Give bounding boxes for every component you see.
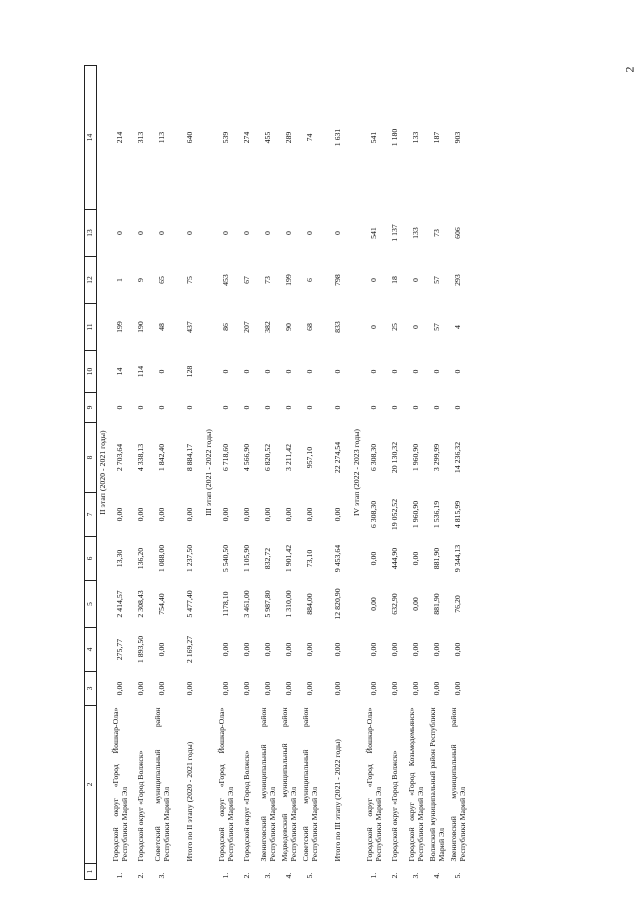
stage-heading-row: [351, 66, 364, 880]
value-col-5: 5 987,80: [263, 590, 273, 618]
municipality-name: Советский муниципальный район Республики Марий Эл: [152, 707, 171, 862]
value-col-12: 798: [332, 274, 342, 286]
value-col-11: 199: [115, 321, 125, 333]
value-col-13: 0: [332, 231, 342, 235]
row-index: 3.: [263, 872, 273, 879]
value-col-12: 0: [411, 278, 421, 282]
value-col-12: 57: [432, 276, 442, 284]
value-col-4: 0,00: [453, 642, 463, 657]
value-col-13: 0: [136, 231, 146, 235]
data-table: [84, 65, 469, 880]
column-header-11: 11: [85, 304, 97, 351]
value-col-3: 0,00: [115, 681, 125, 696]
value-col-9: 0: [453, 405, 463, 410]
value-col-4: 0,00: [369, 642, 379, 657]
value-col-5: 1178,10: [221, 591, 231, 617]
table-row: [216, 66, 237, 880]
value-col-9: 0: [242, 405, 252, 410]
table-row: [279, 66, 300, 880]
value-col-14: 113: [157, 131, 167, 144]
total-row: [177, 66, 203, 880]
value-col-13: 0: [263, 231, 273, 235]
municipality-name: Городской округ «Город Йошкар-Ола» Республики Марий Эл: [216, 707, 235, 862]
value-col-9: 0: [332, 405, 342, 410]
value-col-11: 48: [157, 323, 167, 331]
value-col-13: 73: [432, 229, 442, 237]
value-col-12: 18: [390, 276, 400, 284]
value-col-7: 0,00: [184, 507, 194, 522]
value-col-7: 0,00: [157, 507, 167, 522]
row-index: 5.: [453, 872, 463, 879]
column-header-13: 13: [85, 210, 97, 257]
row-index: 2.: [136, 872, 146, 879]
value-col-5: 5 477,40: [184, 590, 194, 618]
row-index: 1.: [369, 872, 379, 879]
value-col-14: 1 631: [332, 128, 342, 147]
value-col-4: 0,00: [332, 642, 342, 657]
column-header-8: 8: [85, 423, 97, 493]
value-col-12: 0: [369, 278, 379, 282]
value-col-8: 4 338,13: [136, 443, 146, 472]
municipality-name: Медведевский муниципальный район Республики Марий Эл: [279, 707, 298, 862]
value-col-9: 0: [184, 405, 194, 410]
value-col-9: 0: [284, 405, 294, 410]
value-col-4: 0,00: [432, 642, 442, 657]
value-col-13: 0: [157, 231, 167, 235]
value-col-11: 0: [411, 325, 421, 329]
value-col-8: 957,10: [305, 446, 315, 469]
column-header-9: 9: [85, 393, 97, 423]
value-col-11: 25: [390, 323, 400, 331]
value-col-8: 1 960,90: [411, 443, 421, 472]
municipality-name: Советский муниципальный район Республики Марий Эл: [300, 707, 319, 862]
value-col-9: 0: [115, 405, 125, 410]
value-col-7: 0,00: [115, 507, 125, 522]
value-col-10: 14: [115, 367, 125, 376]
value-col-5: 884,00: [305, 593, 315, 615]
value-col-12: 75: [184, 276, 194, 284]
value-col-6: 832,72: [263, 547, 273, 570]
value-col-10: 0: [369, 369, 379, 374]
value-col-9: 0: [432, 405, 442, 410]
value-col-6: 0,00: [411, 551, 421, 566]
value-col-12: 199: [284, 274, 294, 286]
value-col-5: 3 461,00: [242, 590, 252, 618]
value-col-11: 190: [136, 321, 146, 333]
value-col-14: 541: [369, 131, 379, 144]
value-col-4: 0,00: [411, 642, 421, 657]
value-col-6: 73,10: [305, 549, 315, 568]
municipality-name: Волжский муниципальный район Республики Марий Эл: [427, 707, 446, 862]
municipality-name: Звениговский муниципальный район Республики Марий Эл: [448, 707, 467, 862]
value-col-12: 1: [115, 278, 125, 282]
stage-heading: III этап (2021 - 2022 годы): [204, 429, 214, 516]
value-col-8: 8 884,17: [184, 443, 194, 472]
value-col-11: 0: [369, 325, 379, 329]
value-col-6: 0,00: [369, 551, 379, 566]
table-header: [85, 66, 97, 880]
value-col-4: 0,00: [305, 642, 315, 657]
value-col-12: 9: [136, 278, 146, 282]
value-col-14: 539: [221, 131, 231, 144]
row-index: 2.: [390, 872, 400, 879]
value-col-5: 2 414,57: [115, 590, 125, 618]
value-col-11: 382: [263, 321, 273, 333]
value-col-7: 1 536,19: [432, 500, 442, 529]
value-col-8: 20 130,32: [390, 441, 400, 474]
column-header-12: 12: [85, 257, 97, 304]
value-col-14: 455: [263, 131, 273, 144]
column-header-1: 1: [85, 864, 97, 880]
value-col-7: 0,00: [221, 507, 231, 522]
value-col-9: 0: [411, 405, 421, 410]
value-col-3: 0,00: [332, 681, 342, 696]
value-col-10: 0: [305, 369, 315, 374]
column-header-3: 3: [85, 672, 97, 706]
table-row: [448, 66, 469, 880]
value-col-6: 1 237,50: [184, 544, 194, 573]
value-col-12: 65: [157, 276, 167, 284]
page-number: 2: [622, 66, 637, 73]
value-col-9: 0: [369, 405, 379, 410]
table-row: [237, 66, 258, 880]
row-index: 4.: [284, 872, 294, 879]
table-row: [300, 66, 321, 880]
value-col-4: 0,00: [263, 642, 273, 657]
value-col-10: 0: [411, 369, 421, 374]
value-col-12: 73: [263, 276, 273, 284]
municipality-name: Звениговский муниципальный район Республики Марий Эл: [258, 707, 277, 862]
value-col-13: 0: [115, 231, 125, 235]
value-col-9: 0: [390, 405, 400, 410]
column-header-10: 10: [85, 351, 97, 393]
value-col-10: 0: [432, 369, 442, 374]
rotated-table-container: [84, 66, 618, 880]
value-col-6: 1 901,42: [284, 544, 294, 573]
value-col-13: 0: [305, 231, 315, 235]
value-col-8: 3 211,42: [284, 444, 294, 471]
stage-heading-row: [97, 66, 111, 880]
value-col-7: 0,00: [305, 507, 315, 522]
value-col-3: 0,00: [305, 681, 315, 696]
value-col-8: 2 703,64: [115, 443, 125, 472]
value-col-9: 0: [221, 405, 231, 410]
municipality-name: Итого по II этапу (2020 - 2021 годы): [184, 741, 194, 862]
value-col-8: 6 308,30: [369, 443, 379, 472]
table-row: [385, 66, 406, 880]
value-col-13: 606: [453, 227, 463, 239]
value-col-14: 187: [432, 131, 442, 144]
value-col-9: 0: [157, 405, 167, 410]
value-col-7: 6 308,30: [369, 500, 379, 529]
value-col-3: 0,00: [221, 681, 231, 696]
stage-heading: II этап (2020 - 2021 годы): [98, 430, 108, 515]
value-col-4: 0,00: [390, 642, 400, 657]
value-col-11: 437: [184, 321, 194, 333]
row-index: 1.: [115, 872, 125, 879]
value-col-12: 293: [453, 274, 463, 286]
value-col-13: 133: [411, 227, 421, 239]
row-index: 3.: [411, 872, 421, 879]
municipality-name: Городской округ «Город Волжск»: [390, 750, 400, 862]
row-index: [177, 864, 203, 880]
value-col-6: 1 105,90: [242, 544, 252, 573]
value-col-7: 19 052,52: [390, 498, 400, 531]
column-header-2: 2: [85, 706, 97, 864]
value-col-4: 275,77: [115, 638, 125, 661]
value-col-11: 207: [242, 321, 252, 333]
value-col-10: 0: [221, 369, 231, 374]
value-col-14: 133: [411, 131, 421, 144]
value-col-13: 0: [184, 231, 194, 235]
value-col-3: 0,00: [453, 681, 463, 696]
column-header-5: 5: [85, 581, 97, 628]
value-col-10: 0: [390, 369, 400, 374]
value-col-5: 0,00: [411, 597, 421, 611]
municipality-name: Итого по III этапу (2021 - 2022 годы): [332, 739, 342, 862]
value-col-6: 881,90: [432, 547, 442, 570]
value-col-14: 274: [242, 131, 252, 144]
value-col-9: 0: [263, 405, 273, 410]
value-col-14: 1 180: [390, 128, 400, 147]
value-col-9: 0: [305, 405, 315, 410]
value-col-4: 0,00: [157, 642, 167, 657]
value-col-10: 0: [284, 369, 294, 374]
value-col-8: 6 718,60: [221, 443, 231, 472]
column-header-4: 4: [85, 628, 97, 672]
value-col-14: 74: [305, 133, 315, 142]
row-index: 3.: [157, 872, 167, 879]
value-col-7: 0,00: [136, 507, 146, 522]
value-col-3: 0,00: [432, 681, 442, 696]
municipality-name: Городской округ «Город Козьмодемьянск» Республики Марий Эл: [406, 707, 425, 862]
value-col-11: 90: [284, 323, 294, 331]
table-body: [97, 66, 470, 880]
table-row: [110, 66, 131, 880]
row-index: 5.: [305, 872, 315, 879]
municipality-name: Городской округ «Город Волжск»: [242, 750, 252, 862]
value-col-13: 541: [369, 227, 379, 239]
value-col-3: 0,00: [242, 681, 252, 696]
value-col-5: 754,40: [157, 593, 167, 615]
value-col-3: 0,00: [411, 681, 421, 696]
value-col-6: 444,90: [390, 547, 400, 570]
municipality-name: Городской округ «Город Йошкар-Ола» Республики Марий Эл: [364, 707, 383, 862]
municipality-name: Городской округ «Город Йошкар-Ола» Республики Марий Эл: [110, 707, 129, 862]
value-col-10: 128: [184, 365, 194, 378]
value-col-7: 0,00: [263, 507, 273, 522]
value-col-13: 0: [221, 231, 231, 235]
value-col-14: 640: [184, 131, 194, 144]
value-col-7: 4 815,99: [453, 500, 463, 529]
stage-heading-row: [203, 66, 216, 880]
row-index: [325, 864, 351, 880]
value-col-5: 1 310,00: [284, 590, 294, 618]
value-col-12: 67: [242, 276, 252, 284]
value-col-10: 0: [453, 369, 463, 374]
value-col-13: 0: [284, 231, 294, 235]
value-col-8: 14 236,32: [453, 441, 463, 474]
value-col-5: 0,00: [369, 597, 379, 611]
value-col-8: 6 820,52: [263, 443, 273, 472]
table-row: [258, 66, 279, 880]
stage-heading: IV этап (2022 - 2023 годы): [352, 428, 362, 517]
value-col-3: 0,00: [157, 681, 167, 696]
value-col-3: 0,00: [184, 681, 194, 696]
table-row: [364, 66, 385, 880]
value-col-3: 0,00: [369, 681, 379, 696]
value-col-4: 0,00: [242, 642, 252, 657]
value-col-5: 881,90: [432, 593, 442, 615]
value-col-10: 0: [263, 369, 273, 374]
municipality-name: Городской округ «Город Волжск»: [136, 750, 146, 862]
value-col-9: 0: [136, 405, 146, 410]
value-col-5: 76,20: [453, 595, 463, 613]
value-col-3: 0,00: [390, 681, 400, 696]
value-col-6: 13,30: [115, 549, 125, 568]
value-col-4: 1 893,50: [136, 635, 146, 664]
value-col-8: 1 842,40: [157, 443, 167, 472]
column-header-7: 7: [85, 493, 97, 537]
value-col-10: 0: [242, 369, 252, 374]
column-header-14: 14: [85, 66, 97, 210]
row-index: 2.: [242, 872, 252, 879]
value-col-5: 632,90: [390, 593, 400, 615]
value-col-10: 0: [157, 369, 167, 374]
value-col-8: 22 274,54: [332, 441, 342, 474]
column-header-6: 6: [85, 537, 97, 581]
value-col-14: 289: [284, 131, 294, 144]
value-col-13: 1 137: [390, 224, 400, 242]
value-col-13: 0: [242, 231, 252, 235]
value-col-12: 453: [221, 274, 231, 286]
value-col-11: 4: [453, 325, 463, 329]
value-col-6: 1 088,00: [157, 544, 167, 573]
value-col-6: 5 540,50: [221, 544, 231, 573]
value-col-10: 0: [332, 369, 342, 374]
table-row: [427, 66, 448, 880]
value-col-3: 0,00: [263, 681, 273, 696]
table-row: [152, 66, 173, 880]
total-row: [325, 66, 351, 880]
value-col-14: 214: [115, 131, 125, 144]
value-col-11: 833: [332, 321, 342, 333]
value-col-7: 0,00: [284, 507, 294, 522]
value-col-8: 4 566,90: [242, 443, 252, 472]
table-row: [131, 66, 152, 880]
value-col-11: 57: [432, 323, 442, 331]
value-col-5: 12 820,90: [332, 588, 342, 620]
value-col-7: 0,00: [332, 507, 342, 522]
value-col-7: 0,00: [242, 507, 252, 522]
value-col-14: 903: [453, 131, 463, 144]
value-col-6: 9 453,64: [332, 544, 342, 573]
value-col-10: 114: [136, 365, 146, 378]
value-col-8: 3 299,99: [432, 443, 442, 472]
value-col-4: 0,00: [284, 642, 294, 657]
value-col-5: 2 308,43: [136, 590, 146, 618]
value-col-3: 0,00: [136, 681, 146, 696]
row-index: 1.: [221, 872, 231, 879]
row-index: 4.: [432, 872, 442, 879]
value-col-4: 0,00: [221, 642, 231, 657]
value-col-6: 136,20: [136, 547, 146, 570]
value-col-12: 6: [305, 278, 315, 282]
table-row: [406, 66, 427, 880]
value-col-11: 86: [221, 323, 231, 331]
value-col-6: 9 344,13: [453, 544, 463, 573]
value-col-14: 313: [136, 131, 146, 144]
value-col-3: 0,00: [284, 681, 294, 696]
value-col-11: 68: [305, 323, 315, 331]
value-col-4: 2 169,27: [184, 635, 194, 664]
value-col-7: 1 960,90: [411, 500, 421, 529]
